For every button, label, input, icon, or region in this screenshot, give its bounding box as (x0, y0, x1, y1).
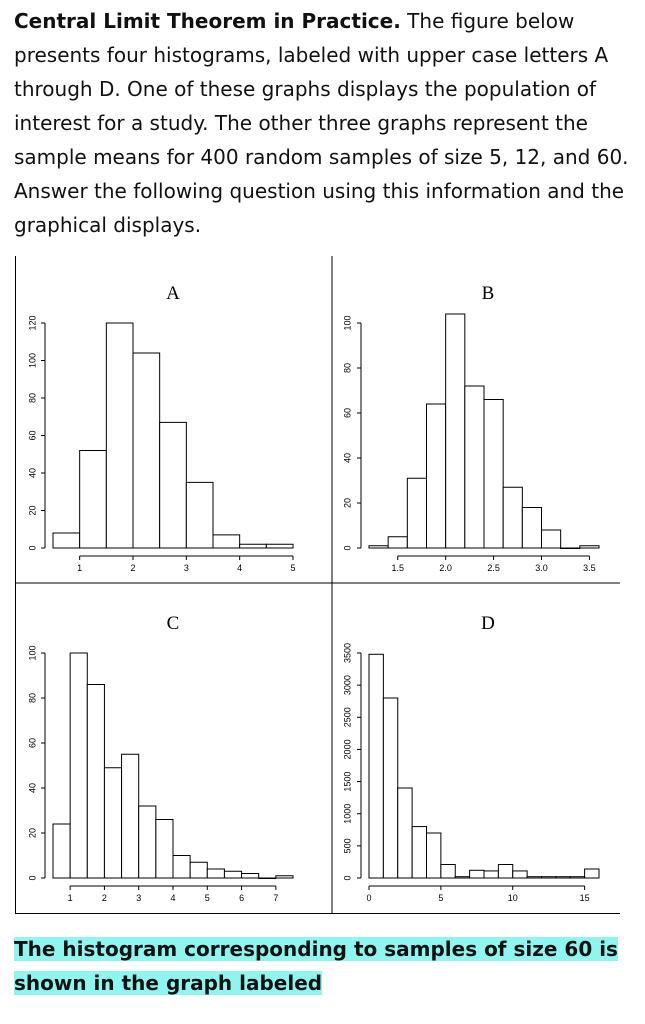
question-prompt (14, 932, 634, 1000)
histogram-figure (15, 256, 620, 914)
histogram-bar (213, 535, 240, 548)
problem-title: Central Limit Theorem in Practice. (14, 9, 401, 33)
histogram-bar (513, 871, 527, 878)
x-tick-label: 2.0 (439, 563, 452, 573)
histogram-bar (207, 869, 224, 878)
histogram-bar (580, 546, 599, 548)
histogram-bar (259, 878, 276, 879)
y-tick-label: 20 (27, 505, 38, 516)
histogram-bar (104, 768, 121, 878)
histogram-bar (106, 323, 133, 548)
y-tick-label: 500 (342, 838, 353, 854)
histogram-bar (53, 533, 80, 548)
histogram-bar (80, 451, 107, 549)
histogram-bar (412, 827, 426, 878)
x-tick-label: 15 (579, 893, 590, 903)
histogram-bar (242, 874, 259, 879)
x-tick-label: 1 (77, 563, 83, 573)
x-tick-label: 2.5 (487, 563, 500, 573)
y-tick-label: 40 (342, 452, 353, 464)
y-tick-label: 60 (27, 737, 38, 749)
y-tick-label: 80 (27, 392, 38, 404)
histogram-bar (383, 698, 397, 878)
y-tick-label: 2500 (342, 707, 353, 728)
problem-intro (14, 4, 634, 242)
histogram-panel-c (27, 613, 293, 903)
y-tick-label: 1500 (342, 771, 353, 792)
x-tick-label: 5 (290, 563, 296, 573)
histogram-bar (266, 544, 293, 548)
histogram-bar (190, 862, 207, 878)
x-tick-label: 3 (183, 563, 189, 573)
histogram-bar (542, 877, 556, 878)
histogram-bar (455, 877, 469, 878)
x-tick-label: 4 (170, 893, 176, 903)
histogram-bar (139, 806, 156, 878)
x-tick-label: 3.0 (535, 563, 548, 573)
y-tick-label: 100 (27, 645, 38, 661)
y-tick-label: 20 (27, 827, 38, 839)
y-tick-label: 40 (27, 467, 38, 479)
histogram-bar (503, 487, 522, 548)
histogram-bar (407, 478, 426, 548)
y-tick-label: 0 (342, 545, 353, 551)
x-tick-label: 1 (67, 893, 73, 903)
x-tick-label: 10 (507, 893, 518, 903)
y-tick-label: 0 (342, 875, 353, 881)
histogram-bar (388, 537, 407, 548)
y-tick-label: 100 (342, 315, 353, 331)
histogram-bar (542, 530, 561, 548)
histogram-bar (441, 865, 455, 879)
histogram-panel-a (27, 283, 295, 573)
histogram-bar (556, 877, 570, 878)
histogram-bar (53, 824, 70, 878)
histogram-bar (156, 820, 173, 879)
y-tick-label: 80 (27, 692, 38, 704)
x-tick-label: 3.5 (583, 563, 596, 573)
x-tick-label: 3 (136, 893, 142, 903)
y-tick-label: 100 (27, 352, 38, 369)
histogram-bar (427, 404, 446, 548)
histogram-bar (160, 422, 187, 548)
histogram-bar (369, 546, 388, 548)
histogram-bar (122, 754, 139, 878)
histogram-bar (186, 482, 213, 548)
histogram-bar (276, 876, 293, 878)
histogram-bar (498, 865, 512, 879)
histogram-bar (570, 877, 584, 878)
y-tick-label: 20 (342, 497, 353, 509)
histogram-bar (369, 654, 383, 878)
histogram-bar (585, 869, 599, 878)
panel-title-d: D (481, 613, 495, 634)
y-tick-label: 60 (342, 407, 353, 419)
histogram-bar (561, 548, 580, 549)
histogram-bar (70, 653, 87, 878)
x-tick-label: 4 (237, 563, 243, 573)
histogram-bar (427, 833, 441, 878)
x-tick-label: 0 (366, 893, 372, 903)
y-tick-label: 80 (342, 362, 353, 374)
x-tick-label: 7 (273, 893, 279, 903)
y-tick-label: 40 (27, 782, 38, 794)
histogram-bar (224, 871, 241, 878)
y-tick-label: 1000 (342, 803, 353, 824)
histogram-bar (465, 386, 484, 548)
x-tick-label: 2 (101, 893, 107, 903)
y-tick-label: 0 (27, 545, 38, 551)
panel-title-a: A (166, 283, 180, 304)
histogram-panel-d (342, 613, 599, 903)
x-tick-label: 1.5 (391, 563, 405, 573)
histogram-bar (484, 400, 503, 549)
histogram-bar (173, 856, 190, 879)
histogram-bar (133, 353, 160, 548)
y-tick-label: 2000 (342, 739, 353, 760)
histogram-bar (398, 788, 412, 878)
y-tick-label: 120 (27, 315, 38, 331)
histogram-bar (522, 508, 541, 549)
panel-title-c: C (166, 613, 180, 634)
y-tick-label: 3000 (342, 675, 353, 696)
x-tick-label: 5 (204, 893, 210, 903)
y-tick-label: 60 (27, 430, 38, 441)
histogram-bar (87, 685, 104, 879)
histogram-bar (240, 544, 267, 548)
panel-title-b: B (481, 283, 495, 304)
x-tick-label: 2 (130, 563, 136, 573)
x-tick-label: 5 (438, 893, 444, 903)
problem-body: The figure below presents four histograms, labeled with upper case letters A through D. One of these graphs displays the population of interest for a study. The other three graphs represent the sample means for 400 random samples of size 5, 12, and 60. Answer the following question using this information and the graphical displays. (14, 9, 629, 237)
question-text: The histogram corresponding to samples of size 60 is shown in the graph labeled (14, 937, 618, 995)
y-tick-label: 3500 (342, 642, 353, 664)
histogram-bar (446, 314, 465, 548)
x-tick-label: 6 (239, 893, 245, 903)
histogram-bar (484, 871, 498, 878)
y-tick-label: 0 (27, 875, 38, 881)
histogram-bar (470, 870, 484, 878)
histogram-bar (527, 877, 541, 878)
histogram-panel-b (342, 283, 599, 573)
